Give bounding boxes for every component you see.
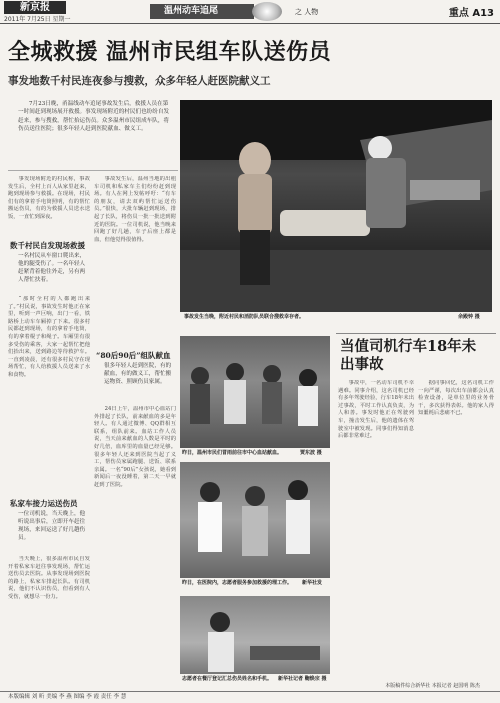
page-subtitle: 事发地数千村民连夜参与搜救，众多年轻人赶医院献义工: [8, 75, 271, 87]
photo-credit: 贾东波 摄: [300, 450, 322, 456]
footer-credit: 本版稿件综合新华社 本报记者 赵国明 陈杰: [385, 683, 480, 689]
pull-quote: 很多年轻人赶到医院，有的献血，有的做义工，帮忙搬运物资、照顾伤员家属。: [104, 363, 172, 385]
pull-quote: 一位司机说，当天晚上，他听说出事后，立即开车赶往现场，来回运送了好几趟伤员。: [18, 511, 86, 541]
article-column-1a: [8, 176, 90, 236]
registration-image: [180, 596, 330, 674]
rescue-scene-image: [180, 100, 492, 312]
sidebar-column-1: [338, 380, 414, 676]
pull-quote: 一名村民从车窗口爬出来，他的腿受伤了。一名年轻人赶紧背着他往外走，另有两人帮忙扶着。: [18, 253, 86, 283]
photo-caption: 昨日，温州市民们冒雨前往市中心血站献血。: [182, 450, 283, 456]
photo-caption: 昨日，在医院内，志愿者服务参加救援的理工作。: [182, 580, 293, 586]
issue-date: 2011年 7月25日 星期一: [4, 16, 71, 23]
blood-donation-image: [180, 336, 330, 448]
photo-credit: 新华社记者 鞠焕宗 摄: [278, 676, 327, 682]
section-tab: 温州动车追尾: [150, 4, 254, 19]
divider: [8, 170, 178, 171]
blood-donation-photo: [180, 336, 330, 448]
article-text: “那时全村的人都跑出来了。”村民说，事故发生时他正在家里，听到一声巨响，出门一看，铁路桥上动车车厢掉了下来。很多村民都赶到现场，有的拿着手电筒，有的拿着棍子和绳子。车厢里有很多受伤的乘客，大家一起帮忙把他们抬出来，送到路边等待救护车。一直到凌晨，还有很多村民守在现场帮忙，有人给救援人员送来了水和食物。: [8, 296, 90, 378]
page-number: 重点 A13: [448, 8, 494, 19]
article-column-1c: [8, 556, 90, 676]
lead-paragraph: 7月23日晚，甬温线动车追尾事故发生后，救援人员在第一时间赶到现场展开救援。事发现场附近的村民们也纷纷自发赶来，参与搜救，帮忙抬运伤员。众多温州市民组成车队，将伤员送往医院；很多年轻人赶到医院献血、做义工。: [18, 101, 170, 132]
volunteer-photo: [180, 462, 330, 578]
article-text: 据同事回忆，这名司机工作一向严谨，每次出车前都会认真检查设备，是单位里的业务骨干，多次获得表彰。他的家人得知噩耗后悲痛不已。: [418, 380, 494, 417]
photo-caption: 志愿者在餐厅登记汇总伤员姓名和手机。: [182, 676, 273, 682]
article-text: 事故发生后，温州当地的出租车司机和私家车主们纷纷赶到现场。有人在网上发帖呼吁：“有车的朋友，请去双屿帮忙运送伤员。”很快，大批车辆赶到现场，排起了长队，将伤员一批一批送到附近的医院。一位司机说，他当晚来回跑了好几趟，车子后座上都是血，但他觉得很值得。: [94, 176, 176, 243]
photo-credit: 新华社发: [302, 580, 323, 586]
page-title: 全城救援 温州市民组车队送伤员: [8, 39, 332, 65]
article-column-1b: [8, 296, 90, 490]
article-text: 事故中，一名动车司机不幸遇难。同事介绍，这名司机已经有多年驾驶经验，行车18年未出过事故，平时工作认真负责，为人和善。事发时他正在驾驶列车，撞击发生后，他的遗体在驾驶室中被发现。同事们得知消息后都非常难过。: [338, 380, 414, 440]
article-text: 事发现场附近的村民称，事故发生后，全村上百人从家里赶来，跑到现场参与救援。在现场，村民们有的拿着手电筒照明，有的帮忙搬运伤员，有的为救援人员送水送饭，一直忙到深夜。: [8, 176, 90, 220]
section-emblem-icon: [252, 2, 282, 21]
article-text: 当天晚上，很多温州市民自发开着私家车赶往事发现场，帮忙运送伤员去医院。从事发现场到医院的路上，私家车排起长队。有司机说，他们不认识伤员，但看到有人受伤，就想尽一份力。: [8, 556, 90, 600]
section-heading: 数千村民自发现场救援: [10, 241, 85, 250]
page-header: [0, 0, 500, 24]
registration-photo: [180, 596, 330, 674]
rescue-scene-photo: [180, 100, 492, 312]
photo-credit: 余殿钟 摄: [458, 314, 480, 320]
article-column-2b: [94, 406, 176, 676]
sidebar-headline: 当值司机行车18年未出事故: [340, 338, 477, 373]
article-column-2a: [94, 176, 176, 346]
volunteer-image: [180, 462, 330, 578]
page-footer: 本版编辑 刘 昕 美编 李 燕 图编 李 霞 责任 李 慧: [0, 691, 500, 703]
sidebar-column-2: [418, 380, 494, 676]
article-text: 24日上午，温州市中心血站门外排起了长队，前来献血的多是年轻人。有人通过微博、QQ群相互联系，组队前来。血站工作人员说，当天前来献血的人数是平时的好几倍，血库里的血量已经足够。很多年轻人还来到医院当起了义工，帮伤员家属跑腿、送饭、联系亲属。一名“90后”女孩说，她看到新闻后一夜没睡着，第二天一早就赶到了医院。: [94, 406, 176, 488]
divider: [336, 333, 496, 334]
masthead: 新京报: [4, 1, 66, 14]
section-heading: 私家车接力运送伤员: [10, 499, 78, 508]
photo-caption: 事故发生当晚，附近村民和消防队员联合搜救幸存者。: [184, 314, 305, 320]
section-heading: “80后90后”组队献血: [96, 351, 171, 360]
section-subtitle: 之 人物: [295, 8, 319, 16]
